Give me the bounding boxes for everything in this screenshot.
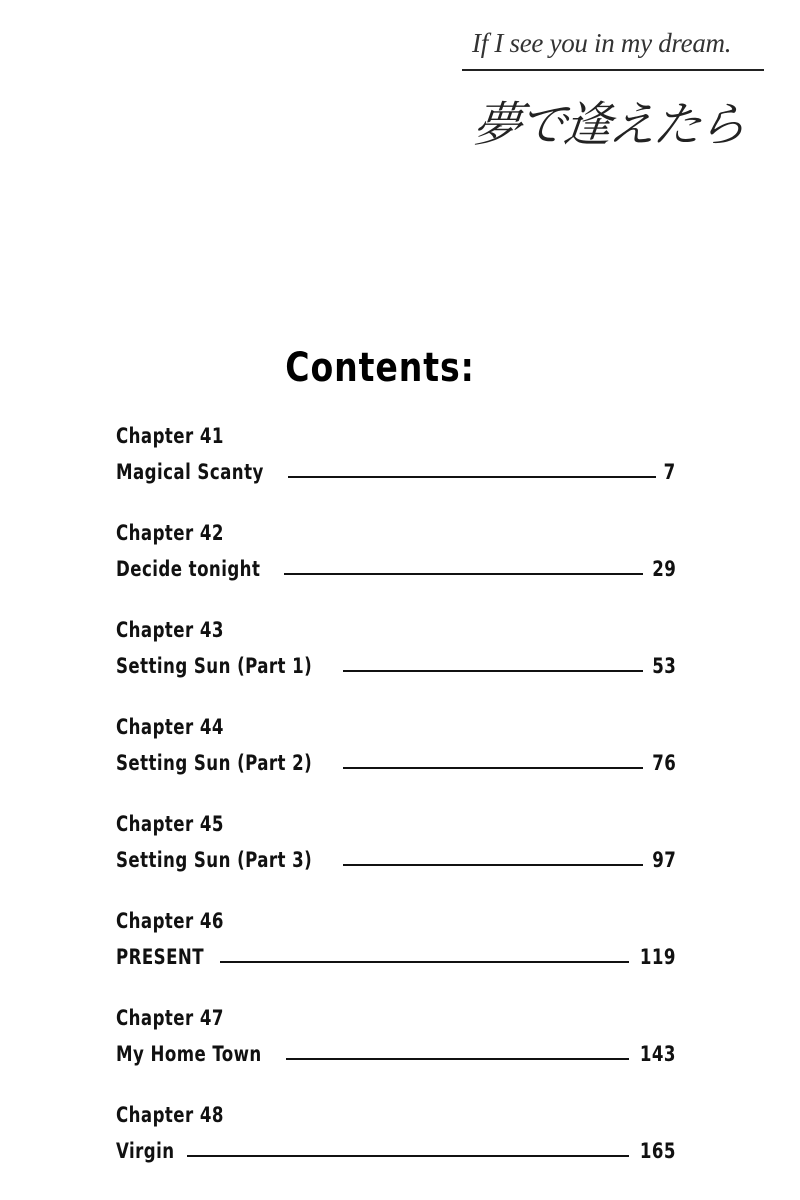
- toc-line: [116, 747, 676, 775]
- header-divider: [462, 69, 764, 71]
- leader-line: [343, 864, 643, 866]
- toc-entry-chapter-44: [116, 711, 678, 808]
- toc-entry-chapter-47: [116, 1002, 678, 1099]
- chapter-title: Magical Scanty: [116, 460, 264, 484]
- page-number: 7: [663, 460, 676, 484]
- toc-line: [116, 553, 676, 581]
- chapter-title: Setting Sun (Part 3): [116, 848, 313, 872]
- leader-line: [343, 767, 643, 769]
- leader-line: [288, 476, 656, 478]
- leader-line: [286, 1058, 630, 1060]
- contents-heading: Contents:: [285, 345, 475, 391]
- toc-entry-chapter-45: [116, 808, 678, 905]
- page-number: 97: [651, 848, 676, 872]
- page-number: 53: [651, 654, 676, 678]
- chapter-title: Setting Sun (Part 2): [116, 751, 313, 775]
- toc-line: [116, 456, 676, 484]
- toc-entry-chapter-41: [116, 420, 678, 517]
- english-subtitle: If I see you in my dream.: [472, 28, 732, 58]
- toc-entry-chapter-48: [116, 1099, 678, 1196]
- chapter-number: Chapter 48: [116, 1103, 224, 1127]
- leader-line: [187, 1155, 630, 1157]
- toc-entry-chapter-42: [116, 517, 678, 614]
- header-logo-block: [462, 28, 764, 168]
- page-number: 29: [651, 557, 676, 581]
- chapter-number: Chapter 44: [116, 715, 224, 739]
- toc-line: [116, 1038, 676, 1066]
- toc-line: [116, 844, 676, 872]
- toc-entry-chapter-43: [116, 614, 678, 711]
- chapter-number: Chapter 41: [116, 424, 224, 448]
- table-of-contents: [116, 420, 678, 1196]
- chapter-title: Decide tonight: [116, 557, 261, 581]
- toc-line: [116, 1135, 676, 1163]
- japanese-title: 夢で逢えたら: [470, 97, 747, 153]
- leader-line: [220, 961, 629, 963]
- chapter-number: Chapter 45: [116, 812, 224, 836]
- leader-line: [284, 573, 643, 575]
- leader-line: [343, 670, 643, 672]
- chapter-number: Chapter 47: [116, 1006, 224, 1030]
- chapter-title: Setting Sun (Part 1): [116, 654, 313, 678]
- chapter-number: Chapter 46: [116, 909, 224, 933]
- toc-line: [116, 941, 676, 969]
- toc-line: [116, 650, 676, 678]
- chapter-number: Chapter 42: [116, 521, 224, 545]
- chapter-title: My Home Town: [116, 1042, 262, 1066]
- chapter-title: Virgin: [116, 1139, 175, 1163]
- toc-entry-chapter-46: [116, 905, 678, 1002]
- page-number: 76: [651, 751, 676, 775]
- chapter-number: Chapter 43: [116, 618, 224, 642]
- page-number: 119: [639, 945, 676, 969]
- chapter-title: PRESENT: [116, 945, 205, 969]
- page-number: 143: [639, 1042, 676, 1066]
- page-number: 165: [639, 1139, 676, 1163]
